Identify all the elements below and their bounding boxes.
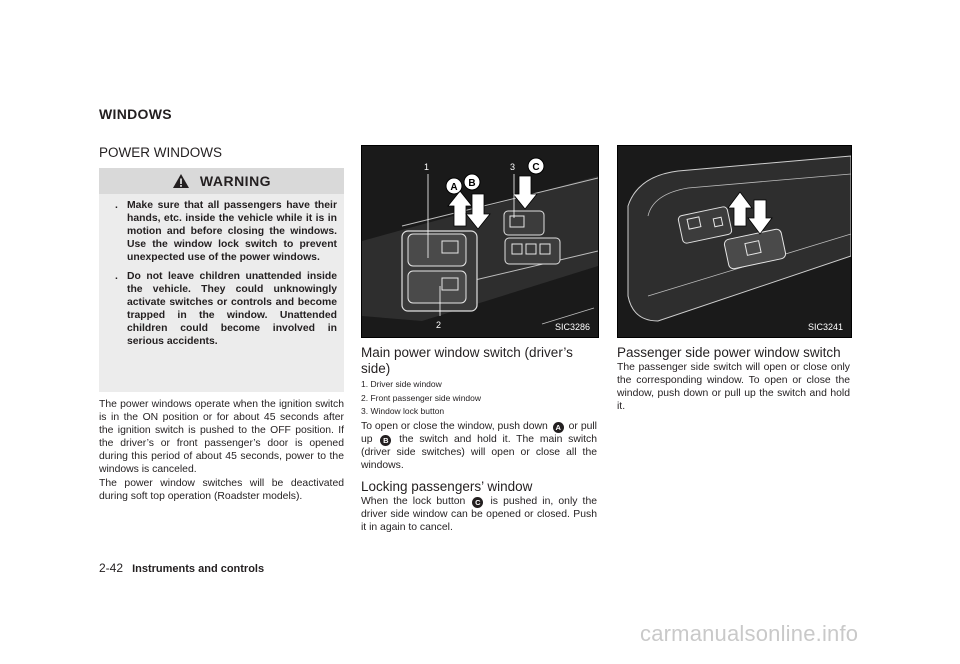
warning-item-text: Do not leave children unattended inside the vehicle. They could unknowingly activate switches or controls and become trapped in the window. Unattended children could become involved in serious accidents. (127, 271, 337, 347)
marker-a: A (553, 422, 564, 433)
callout-3: 3 (510, 162, 516, 172)
section-title: WINDOWS (99, 106, 172, 122)
soft-top-paragraph: The power window switches will be deactivated during soft top operation (Roadster models). (99, 478, 344, 502)
page-footer (99, 561, 264, 575)
watermark: carmanualsonline.info (640, 621, 859, 646)
text-part: or pull up (361, 421, 597, 445)
warning-body (99, 194, 344, 392)
warning-triangle-icon (172, 173, 190, 189)
page-number: 2-42 (99, 561, 124, 575)
passenger-paragraph: The passenger side switch will open or close only the corresponding window. To open or close the window, push down or pull up the switch and hold it. (617, 362, 850, 412)
passenger-switch-illustration (618, 146, 851, 337)
marker-b: B (380, 435, 391, 446)
list-item: 3. Window lock button (361, 406, 445, 416)
warning-title: WARNING (199, 173, 272, 189)
bullet: . (115, 271, 118, 282)
main-switch-heading: Main power window switch (driver’s side) (361, 345, 573, 376)
callout-c: C (532, 162, 540, 173)
callout-2: 2 (436, 320, 442, 330)
driver-switch-illustration (362, 146, 598, 337)
warning-item (99, 199, 344, 264)
marker-c: C (472, 497, 483, 508)
locking-paragraph (361, 495, 597, 534)
text-part: To open or close the window, push down (361, 421, 548, 432)
figure-code: SIC3241 (807, 322, 843, 332)
footer-section: Instruments and controls (132, 563, 265, 575)
power-windows-paragraph: The power windows operate when the ignition switch is in the ON position or for about 45 seconds after the ignition switch is pushed to the OFF position. If the driver’s or front passenger’s door is opened during this period of about 45 seconds, power to the windows is canceled. (99, 399, 344, 475)
warning-list (99, 199, 344, 354)
text-part: is pushed in, only the driver side window can be opened or closed. Push it in again to cancel. (361, 496, 597, 533)
warning-item-text: Make sure that all passengers have their hands, etc. inside the vehicle while it is in motion and before closing the windows. Use the window lock switch to prevent unexpected use of the power windows. (127, 200, 337, 263)
main-switch-paragraph (361, 420, 597, 472)
warning-item (99, 270, 344, 348)
list-item: 1. Driver side window (361, 379, 442, 389)
list-item: 2. Front passenger side window (361, 392, 482, 403)
text-part: When the lock button (361, 496, 466, 507)
bullet: . (115, 200, 118, 211)
warning-header (99, 168, 344, 194)
text-part: the switch and hold it. The main switch (driver side switches) will open or close all the windows. (361, 434, 598, 471)
passenger-heading: Passenger side power window switch (617, 345, 841, 360)
callout-a: A (450, 182, 458, 193)
sub-title: POWER WINDOWS (99, 145, 222, 160)
locking-heading: Locking passengers’ window (361, 479, 533, 494)
figure-passenger-switch (617, 145, 852, 338)
numbered-list (361, 378, 597, 419)
figure-driver-switch (361, 145, 599, 338)
callout-1: 1 (424, 162, 430, 172)
callout-b: B (468, 178, 476, 189)
figure-code: SIC3286 (554, 322, 590, 332)
